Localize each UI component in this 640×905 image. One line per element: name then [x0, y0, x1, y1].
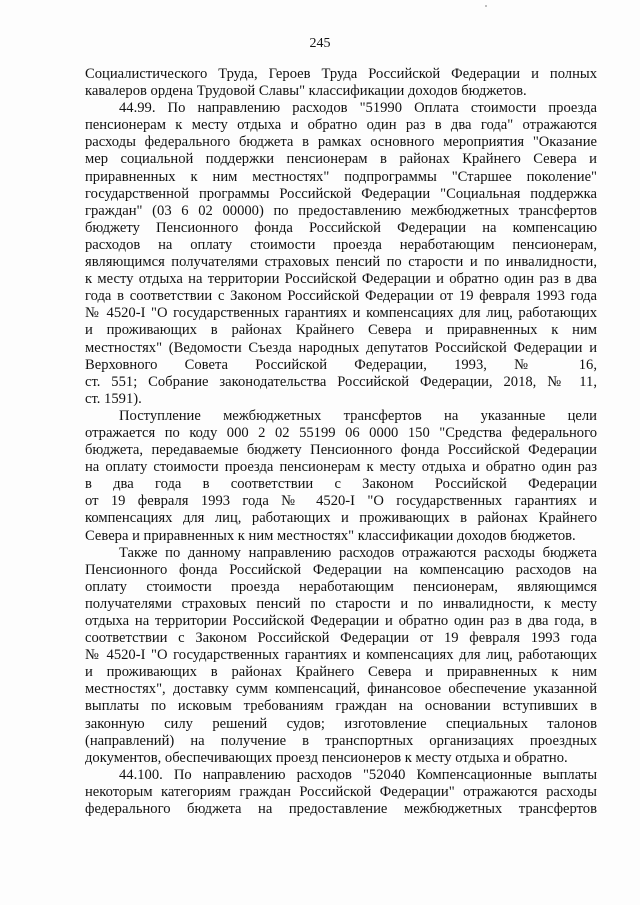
paragraph: [85, 767, 597, 818]
text-line: на оплату стоимости проезда пенсионерам к месту отдыха и обратно один раз: [85, 459, 597, 476]
text-line: года в соответствии с Законом Российской Федерации от 19 февраля 1993 года: [85, 288, 597, 305]
paragraph: [85, 100, 597, 408]
text-line: местностях" (Ведомости Съезда народных депутатов Российской Федерации и: [85, 339, 597, 356]
text-line: от 19 февраля 1993 года № 4520-I "О государственных гарантиях и: [85, 493, 597, 510]
paragraph: [85, 66, 597, 100]
text-line: федерального бюджета на предоставление межбюджетных трансфертов: [85, 801, 597, 818]
text-line: являющимся получателями страховых пенсий по старости и по инвалидности,: [85, 254, 597, 271]
text-line: некоторым категориям граждан Российской Федерации" отражаются расходы: [85, 783, 597, 800]
text-line: компенсациях для лиц, работающих и проживающих в районах Крайнего: [85, 510, 597, 527]
text-line: мер социальной поддержки пенсионерам в районах Крайнего Севера и: [85, 151, 597, 168]
text-line: ст. 1591).: [85, 390, 142, 407]
text-line: местностях", доставку сумм компенсаций, финансовое обеспечение указанной: [85, 681, 597, 698]
text-line: государственной программы Российской Федерации "Социальная поддержка: [85, 185, 597, 202]
text-line: и проживающих в районах Крайнего Севера и приравненных к ним: [85, 322, 597, 339]
text-line: к месту отдыха на территории Российской Федерации и обратно один раз в два: [85, 271, 597, 288]
text-line: приравненных к ним местностях" подпрограммы "Старшее поколение": [85, 168, 597, 185]
text-line: бюджета, передаваемые бюджету Пенсионного фонда Российской Федерации: [85, 442, 597, 459]
text-line: Пенсионного фонда Российской Федерации на компенсацию расходов на: [85, 561, 597, 578]
text-line: и проживающих в районах Крайнего Севера и приравненных к ним: [85, 664, 597, 681]
text-line: ст. 551; Собрание законодательства Российской Федерации, 2018, № 11,: [85, 373, 597, 390]
paragraph: [85, 545, 597, 767]
text-line: Поступление межбюджетных трансфертов на указанные цели: [119, 407, 597, 424]
text-line: 44.99. По направлению расходов "51990 Оплата стоимости проезда: [119, 100, 597, 117]
text-line: отдыха на территории Российской Федерации и обратно один раз в два года, в: [85, 613, 597, 629]
text-line: Также по данному направлению расходов отражаются расходы бюджета: [119, 544, 597, 561]
text-line: пенсионерам к месту отдыха и обратно один раз в два года" отражаются: [85, 117, 597, 134]
text-line: бюджету Пенсионного фонда Российской Федерации на компенсацию: [85, 219, 597, 236]
text-line: Севера и приравненных к ним местностях" классификации доходов бюджетов.: [85, 527, 576, 544]
text-line: расходы федерального бюджета в рамках основного мероприятия "Оказание: [85, 134, 597, 151]
text-line: документов, обеспечивающих проезд пенсионеров к месту отдыха и обратно.: [85, 749, 568, 766]
document-body: [85, 66, 597, 818]
text-line: № 4520-I "О государственных гарантиях и компенсациях для лиц, работающих: [85, 305, 597, 322]
text-line: отражается по коду 000 2 02 55199 06 0000 150 "Средства федерального: [85, 424, 597, 441]
text-line: (направлений) на получение в транспортных организациях проездных: [85, 732, 597, 749]
text-line: 44.100. По направлению расходов "52040 Компенсационные выплаты: [119, 766, 597, 783]
text-line: в два года в соответствии с Законом Российской Федерации: [85, 476, 597, 493]
text-line: Верховного Совета Российской Федерации, 1993, № 16,: [85, 356, 597, 373]
text-line: расходов на оплату стоимости проезда неработающим пенсионерам,: [85, 236, 597, 253]
scan-speck: [485, 5, 487, 7]
text-line: получателями страховых пенсий по старости и по инвалидности, к месту: [85, 595, 597, 612]
page-number: 245: [309, 36, 331, 51]
paragraph: [85, 408, 597, 545]
text-line: граждан" (03 6 02 00000) по предоставлению межбюджетных трансфертов: [85, 202, 597, 219]
text-line: соответствии с Законом Российской Федерации от 19 февраля 1993 года: [85, 630, 597, 647]
text-line: законную силу решений судов; изготовление специальных талонов: [85, 715, 597, 732]
text-line: выплаты по исковым требованиям граждан на основании вступивших в: [85, 698, 597, 715]
text-line: оплату стоимости проезда неработающим пенсионерам, являющимся: [85, 578, 597, 595]
text-line: кавалеров ордена Трудовой Славы" классификации доходов бюджетов.: [85, 83, 527, 100]
text-line: № 4520-I "О государственных гарантиях и компенсациях для лиц, работающих: [85, 647, 597, 664]
text-line: Социалистического Труда, Героев Труда Российской Федерации и полных: [85, 66, 597, 82]
